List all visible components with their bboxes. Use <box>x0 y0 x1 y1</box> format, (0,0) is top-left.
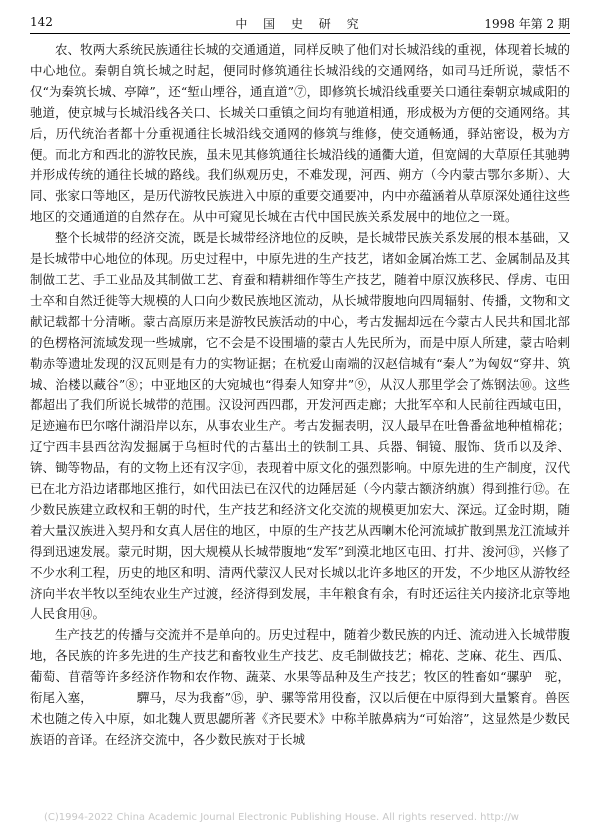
page-number: 142 <box>30 15 53 29</box>
copyright-watermark: (C)1994-2022 China Academic Journal Electronic Publishing House. All rights reserved. http://w <box>44 812 519 823</box>
header-rule <box>30 33 570 34</box>
paragraph: 农、牧两大系统民族通往长城的交通通道，同样反映了他们对长城沿线的重视，体现着长城的中心地位。秦朝自筑长城之时起，便同时修筑通往长城沿线的交通网络，如司马迁所说，蒙恬不仅“为秦筑长城、亭障”，还“堑山堙谷，通直道”⑦，即修筑长城沿线重要关口通往秦朝京城咸阳的驰道，使京城与长城沿线各关口、长城关口重镇之间均有驰道相通，形成极为方便的交通网络。其后，历代统治者都十分重视通往长城沿线交通网的修筑与维修，使交通畅通，驿站密设，极为方便。而北方和西北的游牧民族，虽未见其修筑通往长城沿线的通衢大道，但宽阔的大草原任其驰骋并形成传统的通往长城的路线。我们纵观历史，不难发现，河西、朔方（今内蒙古鄂尔多斯）、大同、张家口等地区，是历代游牧民族进入中原的重要交通要冲，内中亦蕴涵着从草原深处通往这些地区的交通通道的自然存在。从中可窥见长城在古代中国民族关系发展中的地位之一斑。 <box>30 42 570 225</box>
article-body <box>30 40 570 751</box>
journal-title: 中 国 史 研 究 <box>235 17 365 31</box>
paragraph: 生产技艺的传播与交流并不是单向的。历史过程中，随着少数民族的内迁、流动进入长城带腹地，各民族的许多先进的生产技艺和畜牧业生产技艺、皮毛制做技艺；棉花、芝麻、花生、西瓜、葡萄、苜蓿等许多经济作物和农作物、蔬菜、水果等品种及生产技艺；牧区的牲畜如“骡驴 驼，衔尾入塞， 驒马，尽为我畜”⑮，驴、骡等常用役畜，汉以后便在中原得到大量繁育。兽医术也随之传入中原，如北魏人贾思勰所著《齐民要术》中称羊脓鼻病为“可始溶”，这显然是少数民族语的音译。在经济交流中，各少数民族对于长城 <box>30 627 570 747</box>
page-header <box>30 12 570 34</box>
issue-label: 1998 年第 2 期 <box>484 17 570 31</box>
paragraph: 整个长城带的经济交流，既是长城带经济地位的反映，是长城带民族关系发展的根本基础，又是长城带中心地位的体现。历史过程中，中原先进的生产技艺，诸如金属冶炼工艺、金属制品及其制做工艺、手工业品及其制做工艺、育蚕和精耕细作等生产技艺，随着中原汉族移民、俘虏、屯田士卒和自然迁徙等大规模的人口向少数民族地区流动，从长城带腹地向四周辐射、传播，文物和文献记载都十分清晰。蒙古高原历来是游牧民族活动的中心，考古发掘却远在今蒙古人民共和国北部的色楞格河流域发现一些城廓，它不会是不设围墙的蒙古人先民所为，而是中原人所建，蒙古哈剌勒赤等遗址发现的汉瓦则是有力的实物证据；在杭爱山南端的汉赵信城有“秦人”为匈奴“穿井、筑城、治楼以藏谷”⑧；中亚地区的大宛城也“得秦人知穿井”⑨，从汉人那里学会了炼钢法⑩。这些都超出了我们所说长城带的范围。汉设河西四郡，开发河西走廊；大批军卒和人民前往西域屯田，足迹遍布巴尔喀什湖沿岸以东，从事农业生产。考古发掘表明，汉人最早在吐鲁番盆地种植棉花；辽宁西丰县西岔沟发掘属于乌桓时代的古墓出土的铁制工具、兵器、铜镜、服饰、货币以及斧、锛、锄等物品，有的文物上还有汉字⑪，表现着中原文化的强烈影响。中原先进的生产制度，汉代已在北方沿边诸郡地区推行，如代田法已在汉代的边陲居延（今内蒙古额济纳旗）得到推行⑫。在少数民族建立政权和王朝的时代，生产技艺和经济文化交流的规模更加宏大、深远。辽金时期，随着大量汉族进入契丹和女真人居住的地区，中原的生产技艺从西喇木伦河流域扩散到黑龙江流域并得到迅速发展。蒙元时期，因大规模从长城带腹地“发军”到漠北地区屯田、打井、浚河⑬，兴修了不少水利工程，历史的地区和明、清两代蒙汉人民对长城以北许多地区的开发，不少地区从游牧经济向半农半牧以至纯农业生产过渡，经济得到发展，丰年粮食有余，有时还运往关内接济北京等地人民食用⑭。 <box>30 230 570 622</box>
